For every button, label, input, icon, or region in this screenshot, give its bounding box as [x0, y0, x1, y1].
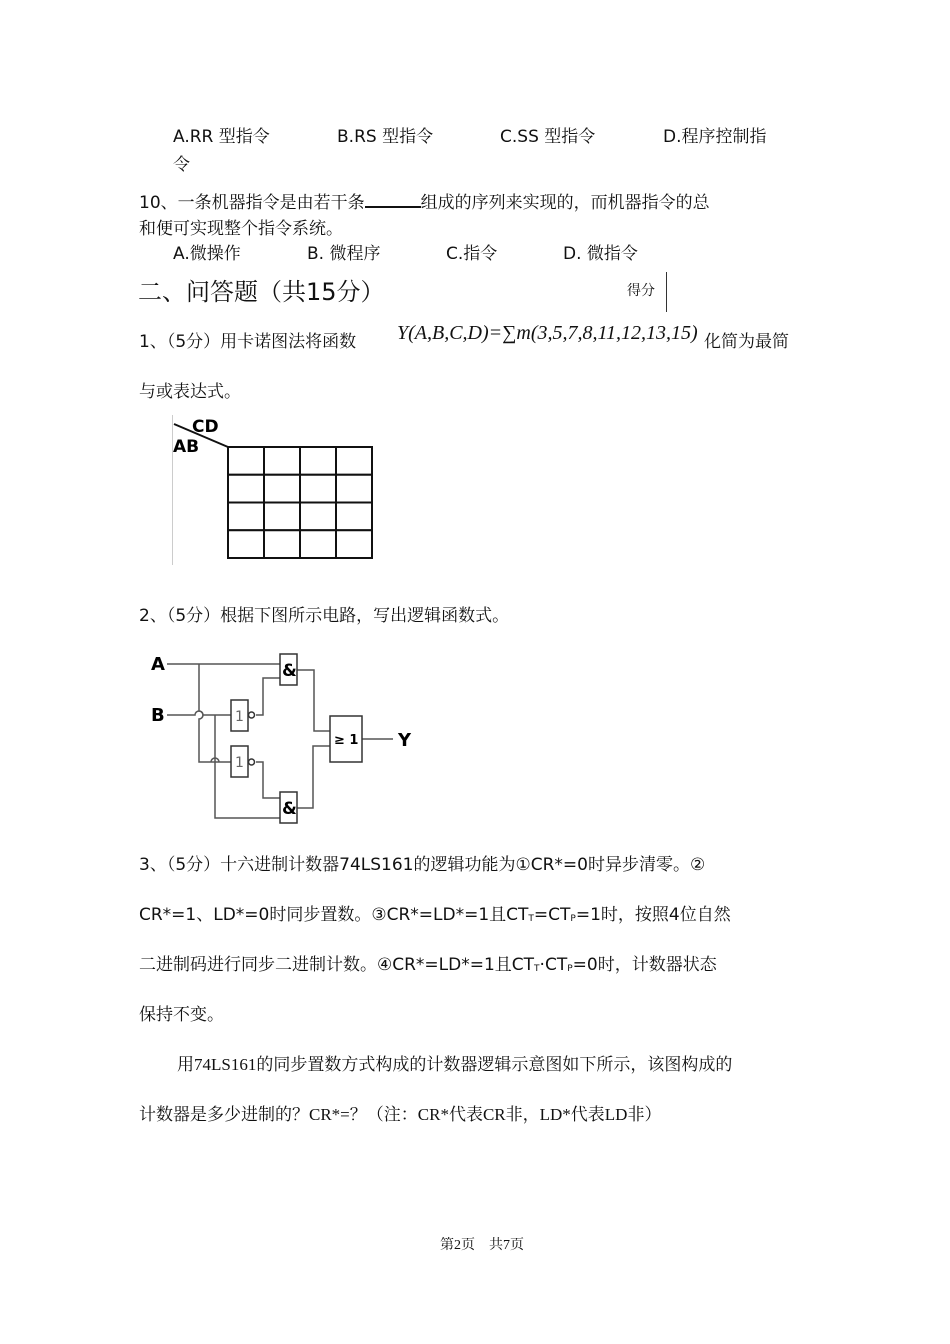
q1-suffix: 化简为最简: [704, 332, 789, 352]
q1-prefix: 1、（5分）用卡诺图法将函数: [139, 332, 357, 352]
q3-line3-sub-t: T: [534, 964, 540, 974]
not-symbol-top: 1: [235, 709, 244, 725]
q10-option-b: B. 微程序: [307, 244, 381, 264]
kmap-cell: [300, 503, 336, 531]
kmap-cell: [264, 503, 300, 531]
q3-line3-c: =0时，计数器状态: [572, 955, 717, 975]
input-a-label: A: [151, 654, 165, 675]
q3-line2-a: CR*=1、LD*=0时同步置数。③CR*=LD*=1且CT: [139, 905, 529, 925]
wire-not1-and1: [256, 678, 280, 715]
kmap-cell: [300, 447, 336, 475]
input-b-label: B: [151, 705, 165, 726]
q3-line3-a: 二进制码进行同步二进制计数。④CR*=LD*=1且CT: [139, 955, 535, 975]
q9-option-c: C.SS 型指令: [500, 127, 596, 147]
q2-text: 2、（5分）根据下图所示电路，写出逻辑函数式。: [139, 606, 510, 626]
q1-line2: 与或表达式。: [139, 382, 241, 402]
section-title: 二、问答题（共15分）: [138, 278, 385, 306]
kmap-cell: [300, 530, 336, 558]
kmap-cell: [336, 475, 372, 503]
q3-line2-sub-p: P: [570, 914, 576, 924]
q3-para2-line2: 计数器是多少进制的？CR*=？（注：CR*代表CR非，LD*代表LD非）: [139, 1105, 662, 1124]
q10-option-a: A.微操作: [173, 244, 241, 264]
q10-line2: 和便可实现整个指令系统。: [139, 219, 343, 239]
kmap-col-var: CD: [192, 417, 219, 437]
karnaugh-map: [170, 410, 385, 570]
wire-and1-or: [297, 670, 330, 731]
q3-line2-b: =CT: [533, 905, 571, 925]
not-bubble-bottom: [249, 759, 255, 765]
kmap-cell: [228, 447, 264, 475]
q3-line3-sub-p: P: [567, 964, 573, 974]
kmap-cell: [228, 475, 264, 503]
not-bubble-top: [249, 712, 255, 718]
kmap-cell: [228, 503, 264, 531]
q10-line1: [139, 192, 710, 213]
q9-option-d-wrap: 令: [173, 155, 190, 175]
q3-line4: 保持不变。: [139, 1005, 224, 1025]
and-symbol-top: &: [282, 661, 297, 681]
q3-line3-b: ·CT: [539, 955, 568, 975]
wire-b: [167, 711, 231, 715]
kmap-cell: [336, 447, 372, 475]
logic-circuit: [140, 645, 430, 835]
score-box-divider: [666, 272, 667, 312]
q3-line3: [139, 955, 717, 979]
page-number: 第2页 共7页: [440, 1238, 524, 1253]
kmap-cell: [264, 530, 300, 558]
not-symbol-bottom: 1: [235, 755, 244, 771]
q9-option-d: D.程序控制指: [663, 127, 767, 147]
kmap-cell: [336, 530, 372, 558]
kmap-grid: [228, 447, 372, 558]
q10-text-after: 组成的序列来实现的，而机器指令的总: [420, 193, 710, 213]
kmap-cell: [300, 475, 336, 503]
q3-para2-line1: 用74LS161的同步置数方式构成的计数器逻辑示意图如下所示，该图构成的: [177, 1055, 733, 1074]
kmap-cell: [336, 503, 372, 531]
kmap-cell: [228, 530, 264, 558]
q3-line2-sub-t: T: [528, 914, 534, 924]
q10-option-c: C.指令: [446, 244, 498, 264]
kmap-row-var: AB: [173, 437, 200, 457]
score-label: 得分: [627, 283, 655, 299]
q9-option-a: A.RR 型指令: [173, 127, 270, 147]
q1-formula: Y(A,B,C,D)=∑m(3,5,7,8,11,12,13,15): [397, 322, 698, 344]
wire-not2-and2: [256, 762, 280, 798]
and-symbol-bottom: &: [282, 799, 297, 819]
wire-and2-or: [297, 746, 330, 808]
q3-line2: [139, 905, 731, 929]
q10-blank: [365, 192, 421, 208]
kmap-cell: [264, 447, 300, 475]
q3-line2-c: =1时，按照4位自然: [575, 905, 731, 925]
q10-option-d: D. 微指令: [563, 244, 638, 264]
or-symbol: ≥ 1: [334, 733, 359, 748]
q3-line1: 3、（5分）十六进制计数器74LS161的逻辑功能为①CR*=0时异步清零。②: [139, 855, 706, 875]
q10-text-before: 10、一条机器指令是由若干条: [139, 193, 365, 213]
q9-option-b: B.RS 型指令: [337, 127, 434, 147]
output-y-label: Y: [398, 730, 412, 751]
kmap-cell: [264, 475, 300, 503]
